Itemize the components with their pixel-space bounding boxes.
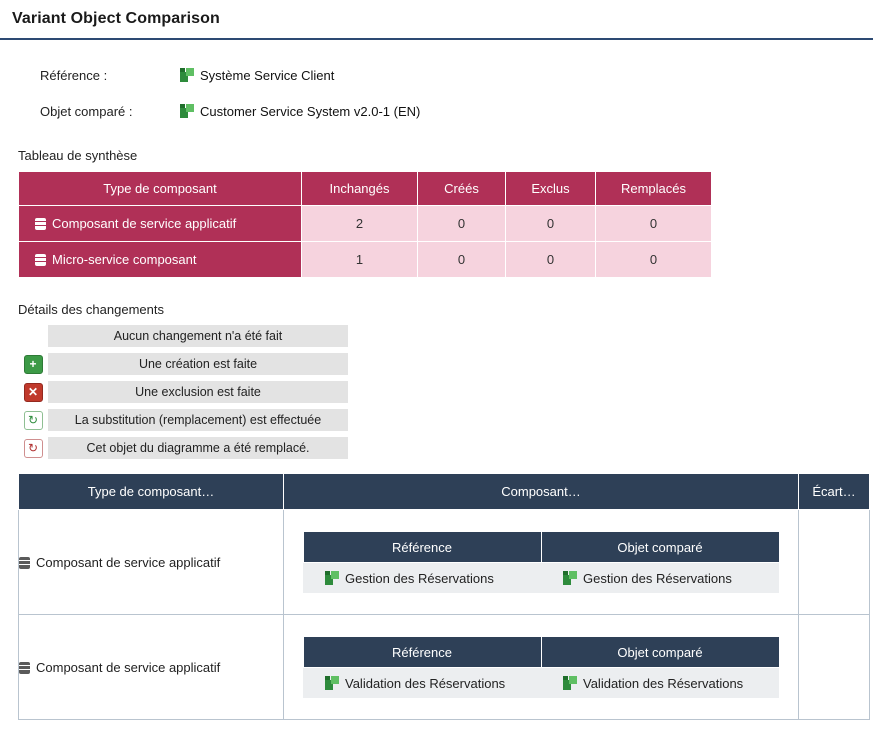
reference-value-wrap <box>180 68 334 83</box>
page-header <box>0 0 873 40</box>
component-icon <box>19 557 30 569</box>
object-green-icon <box>563 571 577 585</box>
details-row-type-label-1: Composant de service applicatif <box>36 554 221 570</box>
details-table <box>18 473 870 720</box>
summary-unchanged-1: 2 <box>302 206 418 242</box>
table-row <box>19 242 712 278</box>
inner-reference-value-1: Gestion des Réservations <box>345 570 494 586</box>
inner-compared-value-2: Validation des Réservations <box>583 675 744 691</box>
inner-value-row <box>303 668 779 699</box>
compared-label: Objet comparé : <box>40 103 133 119</box>
details-row-gap-1 <box>799 510 870 615</box>
compared-value-wrap <box>180 104 420 119</box>
legend-text-excluded: Une exclusion est faite <box>48 381 348 403</box>
inner-reference-cell-2 <box>303 668 541 699</box>
plus-icon: + <box>24 355 43 374</box>
details-row-gap-2 <box>799 615 870 720</box>
summary-row-type-label-2: Micro-service composant <box>52 252 197 267</box>
component-compare-table <box>303 636 780 698</box>
list-item <box>18 381 873 403</box>
inner-compared-cell-1 <box>541 563 779 594</box>
meta-row-compared <box>40 98 873 124</box>
meta-row-reference <box>40 62 873 88</box>
details-col-gap: Écart… <box>799 474 870 510</box>
summary-table <box>18 171 712 278</box>
inner-compared-cell-2 <box>541 668 779 699</box>
summary-excluded-1: 0 <box>506 206 596 242</box>
summary-caption: Tableau de synthèse <box>18 148 138 163</box>
component-icon <box>19 662 30 674</box>
summary-excluded-2: 0 <box>506 242 596 278</box>
summary-col-type: Type de composant <box>19 172 302 206</box>
details-row-component-2 <box>284 615 799 720</box>
summary-col-excluded: Exclus <box>506 172 596 206</box>
legend-caption: Détails des changements <box>18 302 164 317</box>
legend-text-substitution: La substitution (remplacement) est effectuée <box>48 409 348 431</box>
inner-col-reference: Référence <box>303 637 541 668</box>
table-row <box>19 510 870 615</box>
inner-col-compared: Objet comparé <box>541 637 779 668</box>
compared-value: Customer Service System v2.0-1 (EN) <box>200 103 421 119</box>
inner-col-compared: Objet comparé <box>541 532 779 563</box>
summary-replaced-2: 0 <box>596 242 712 278</box>
table-row <box>19 615 870 720</box>
reference-value: Système Service Client <box>200 67 335 83</box>
component-compare-table <box>303 531 780 593</box>
details-col-component: Composant… <box>284 474 799 510</box>
component-icon <box>35 254 46 266</box>
page-title: Variant Object Comparison <box>12 10 220 27</box>
summary-replaced-1: 0 <box>596 206 712 242</box>
summary-created-1: 0 <box>418 206 506 242</box>
details-row-type-1 <box>19 510 284 615</box>
object-green-icon <box>563 676 577 690</box>
legend-text-created: Une création est faite <box>48 353 348 375</box>
inner-reference-value-2: Validation des Réservations <box>345 675 506 691</box>
inner-reference-cell-1 <box>303 563 541 594</box>
summary-col-unchanged: Inchangés <box>302 172 418 206</box>
summary-header-row <box>19 172 712 206</box>
inner-col-reference: Référence <box>303 532 541 563</box>
list-item <box>18 325 873 347</box>
reference-label: Référence : <box>40 67 108 83</box>
inner-header-row <box>303 532 779 563</box>
object-green-icon <box>180 68 194 82</box>
details-col-type: Type de composant… <box>19 474 284 510</box>
summary-row-type-1 <box>19 206 302 242</box>
substitution-green-icon: ↻ <box>24 411 43 430</box>
list-item <box>18 409 873 431</box>
summary-row-type-2 <box>19 242 302 278</box>
summary-unchanged-2: 1 <box>302 242 418 278</box>
legend-list <box>18 325 873 459</box>
details-row-type-label-2: Composant de service applicatif <box>36 659 221 675</box>
summary-row-type-label-1: Composant de service applicatif <box>52 216 237 231</box>
object-green-icon <box>180 104 194 118</box>
object-green-icon <box>325 571 339 585</box>
comparison-meta <box>0 62 873 124</box>
inner-value-row <box>303 563 779 594</box>
summary-col-created: Créés <box>418 172 506 206</box>
legend-text-unchanged: Aucun changement n'a été fait <box>48 325 348 347</box>
list-item <box>18 353 873 375</box>
details-header-row <box>19 474 870 510</box>
table-row <box>19 206 712 242</box>
component-icon <box>35 218 46 230</box>
summary-col-replaced: Remplacés <box>596 172 712 206</box>
details-row-component-1 <box>284 510 799 615</box>
details-row-type-2 <box>19 615 284 720</box>
inner-compared-value-1: Gestion des Réservations <box>583 570 732 586</box>
list-item <box>18 437 873 459</box>
inner-header-row <box>303 637 779 668</box>
legend-text-replaced: Cet objet du diagramme a été remplacé. <box>48 437 348 459</box>
object-green-icon <box>325 676 339 690</box>
cross-icon: ✕ <box>24 383 43 402</box>
substitution-red-icon: ↻ <box>24 439 43 458</box>
summary-created-2: 0 <box>418 242 506 278</box>
